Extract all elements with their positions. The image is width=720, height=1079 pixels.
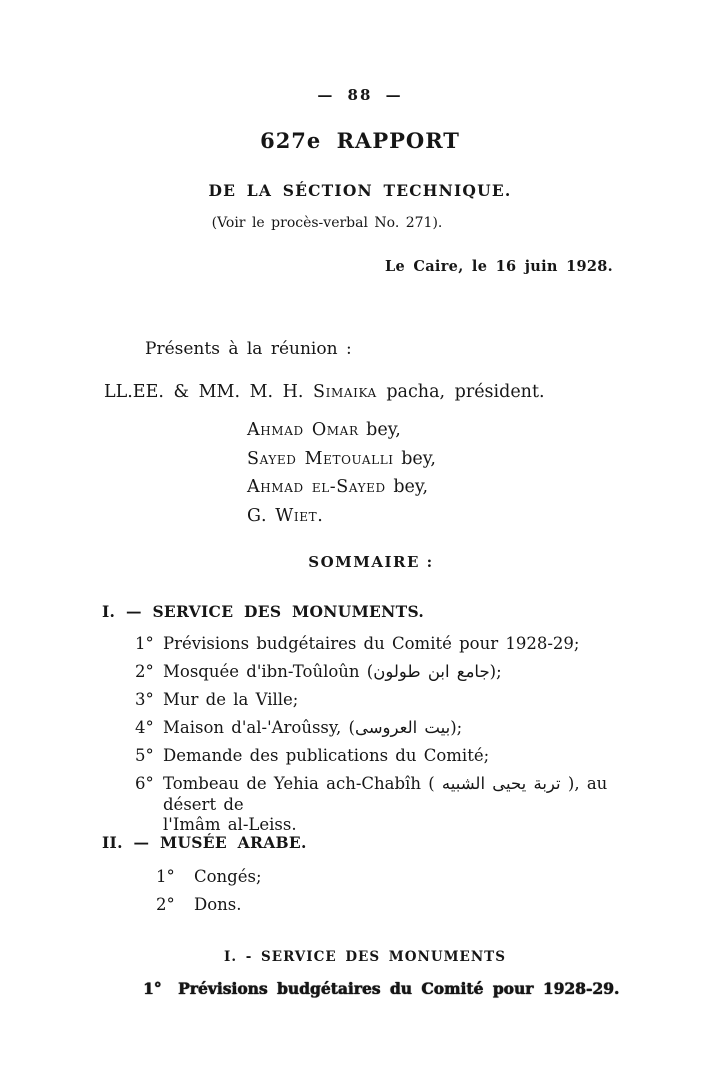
attendance-intro: Présents à la réunion : [145, 339, 352, 359]
dateline: Le Caire, le 16 juin 1928. [385, 258, 613, 275]
toc-item [135, 690, 640, 711]
item-text-line1: Tombeau de Yehia ach-Chabîh ( تربة يحيى الشبيه ), au désert de [163, 774, 608, 814]
body-first-item [143, 979, 619, 998]
item-text: Dons. [194, 895, 242, 914]
item-number: 2° [156, 895, 175, 914]
item-text: Mosquée d'ibn-Toûloûn (جامع ابن طولون); [163, 662, 502, 681]
toc-item [135, 634, 640, 655]
member-suffix: bey, [385, 477, 429, 497]
sommaire-title: SOMMAIRE : [308, 553, 434, 571]
item-text: Prévisions budgétaires du Comité pour 1928-29. [178, 979, 620, 998]
item-text: Maison d'al-'Aroûssy, (بيت العروسى); [163, 718, 463, 737]
attendance-member-list [247, 416, 436, 530]
item-text: Prévisions budgétaires du Comité pour 1928-29; [163, 634, 580, 653]
item-number: 1° [143, 979, 162, 998]
member-suffix: bey, [358, 420, 401, 440]
member-suffix: bey, [393, 448, 436, 469]
member-name: G. Wiet [247, 505, 318, 526]
item-number: 4° [135, 718, 154, 737]
item-text: Congés; [194, 867, 262, 886]
item-number: 6° [135, 774, 154, 793]
toc-item [156, 895, 456, 916]
item-text: Demande des publications du Comité; [163, 746, 490, 765]
member-suffix: . [317, 505, 323, 526]
report-title: 627e RAPPORT [260, 128, 460, 153]
report-subtitle: DE LA SÉCTION TECHNIQUE. [208, 181, 512, 200]
member-name: Ahmad el-Sayed [247, 477, 386, 497]
item-number: 5° [135, 746, 154, 765]
sommaire-section-1-heading: I. — SERVICE DES MONUMENTS. [102, 602, 425, 621]
attendance-member [247, 416, 436, 445]
item-number: 2° [135, 662, 154, 681]
attendance-member [247, 445, 436, 474]
item-number: 1° [156, 867, 175, 886]
item-text-line2: l'Imâm al-Leiss. [163, 815, 297, 834]
member-name: Sayed Metoualli [247, 448, 394, 469]
leader-name: Simaika [313, 382, 377, 402]
attendance-leader-line [104, 382, 545, 402]
item-text: Mur de la Ville; [163, 690, 299, 709]
toc-item [135, 662, 640, 683]
toc-item [135, 774, 640, 836]
attendance-member [247, 473, 436, 502]
toc-item [135, 746, 640, 767]
sommaire-section-2-heading: II. — MUSÉE ARABE. [102, 833, 307, 852]
leader-prefix: LL.EE. & MM. M. H. [104, 382, 314, 402]
item-text [163, 774, 640, 836]
body-section-heading: I. - SERVICE DES MONUMENTS [224, 949, 506, 965]
sommaire-section-2-items [156, 867, 456, 923]
member-name: Ahmad Omar [247, 420, 359, 440]
proces-verbal-reference: (Voir le procès-verbal No. 271). [211, 215, 443, 231]
attendance-member [247, 502, 436, 531]
toc-item [156, 867, 456, 888]
sommaire-section-1-items [135, 634, 640, 843]
leader-suffix: pacha, président. [376, 382, 545, 402]
toc-item [135, 718, 640, 739]
page-number: — 88 — [317, 86, 403, 104]
item-number: 3° [135, 690, 154, 709]
item-number: 1° [135, 634, 154, 653]
